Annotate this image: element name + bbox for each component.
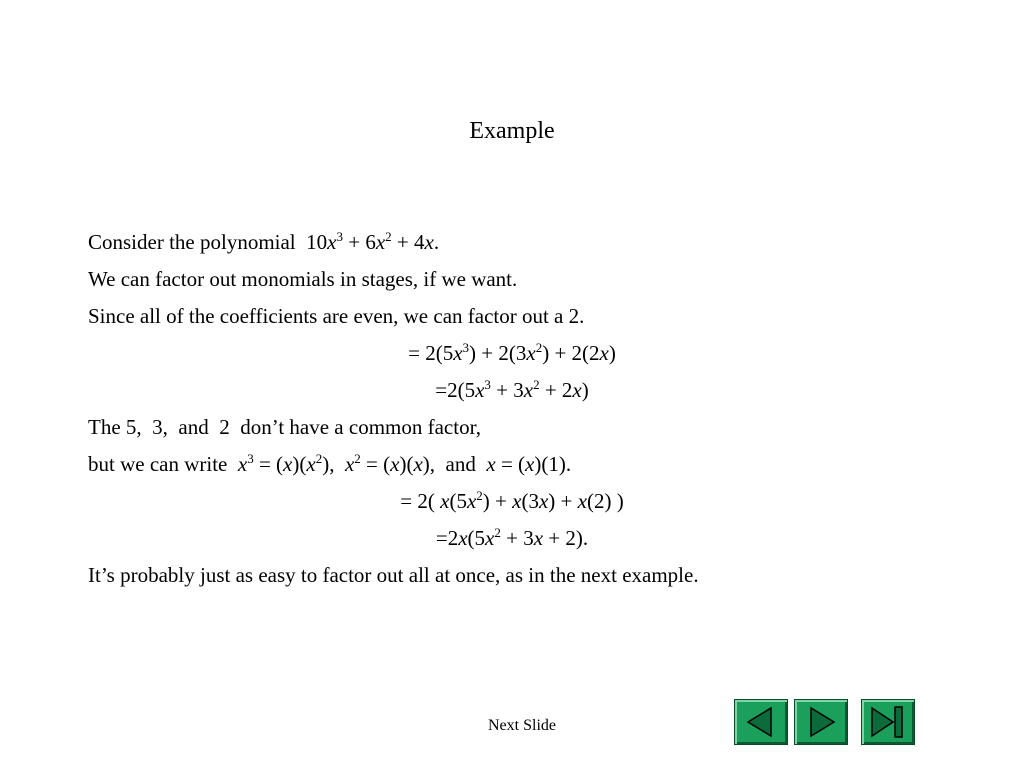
slide-title: Example [469,118,555,144]
next-slide-link[interactable]: Next Slide [488,717,556,734]
text-line-7: but we can write $x^3 = (x)(x^2)$, $x^2 = (x)(x)$, and x = (x)(1). [88,451,572,476]
next-slide-button[interactable] [794,699,848,745]
next-icon [795,700,847,744]
text-line-1: Consider the polynomial $10x^3 + 6x^2 + 4x$. [88,229,440,254]
previous-icon [735,700,787,744]
equation-line-1: = $2(5x^3) + 2(3x^2) + 2(2x)$ [408,340,616,365]
previous-slide-button[interactable] [734,699,788,745]
text-line-3: Since all of the coefficients are even, we can factor out a 2. [88,304,585,328]
text-line-10: It’s probably just as easy to factor out all at once, as in the next example. [88,563,699,587]
text-line-2: We can factor out monomials in stages, if we want. [88,267,518,291]
last-slide-button[interactable] [861,699,915,745]
equation-line-2: $=2(5x^3 + 3x^2 + 2x)$ [435,377,589,402]
last-icon [862,700,914,744]
equation-line-3: = 2( $x(5x^2) + x(3x) + x(2)$ ) [400,488,624,513]
equation-line-4: $=2x(5x^2 + 3x + 2)$. [435,525,589,550]
text-line-6: The 5, 3, and 2 don’t have a common factor, [88,415,481,439]
